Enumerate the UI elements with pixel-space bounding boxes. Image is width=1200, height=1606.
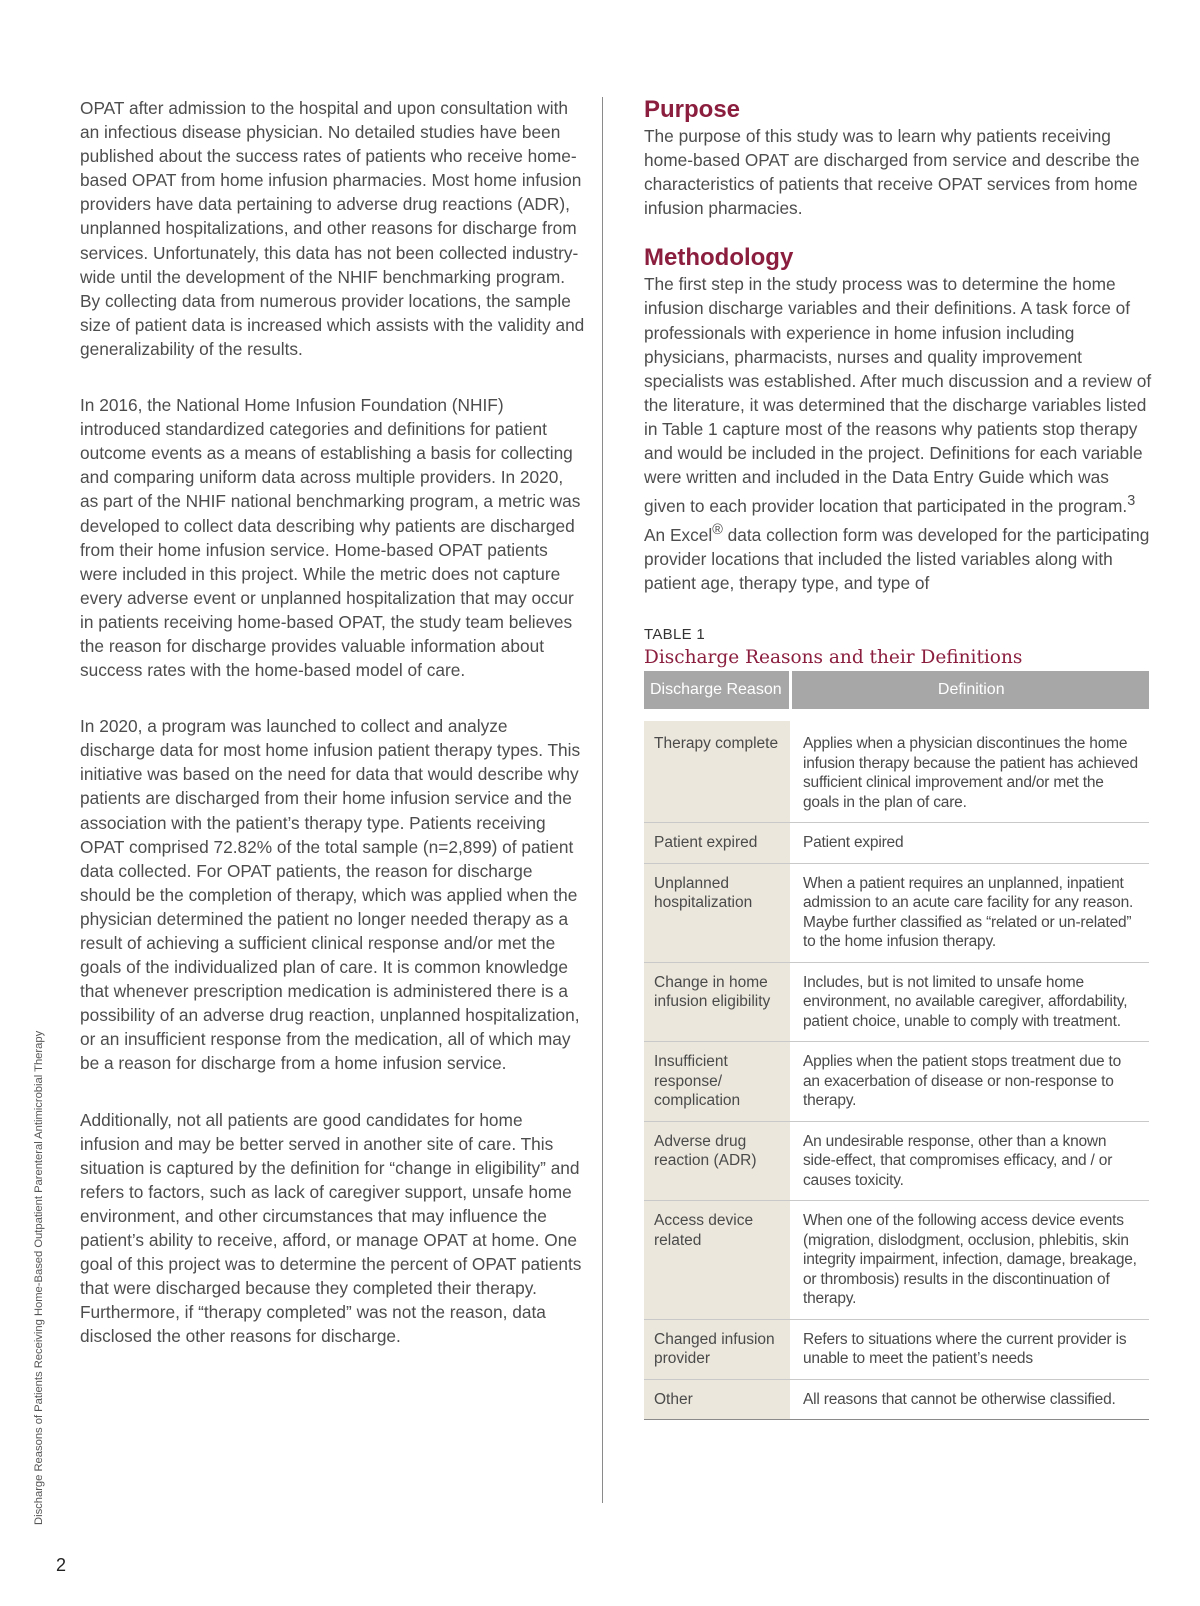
reason-cell: Other [644,1379,790,1420]
table-row [644,962,1149,1042]
reason-cell: Change in home infusion eligibility [644,962,790,1042]
right-column [644,96,1154,1420]
body-paragraph-1: OPAT after admission to the hospital and upon consultation with an infectious disease physician. No detailed studies have been published about the success rates of patients who receive home-based OPAT from home infusion pharmacies. Most home infusion providers have data pertaining to adverse drug reactions (ADR), unplanned hospitalizations, and other reasons for discharge from services. Unfortunately, this data has not been collected industry-wide until the development of the NHIF benchmarking program. By collecting data from numerous provider locations, the sample size of patient data is increased which assists with the validity and generalizability of the results. [80,98,585,359]
reason-cell: Insufficient response/ complication [644,1042,790,1122]
table-title: Discharge Reasons and their Definitions [644,647,1023,669]
table-row [644,863,1149,962]
definition-cell: Applies when the patient stops treatment due to an exacerbation of disease or non-response to therapy. [790,1042,1149,1122]
body-paragraph-3: In 2020, a program was launched to collect and analyze discharge data for most home infusion patient therapy types. This initiative was based on the need for data that would describe why patients are discharged from their home infusion service and the association with the patient’s therapy type. Patients receiving OPAT comprised 72.82% of the total sample (n=2,899) of patient data collected. For OPAT patients, the reason for discharge should be the completion of therapy, which was applied when the physician determined the patient no longer needed therapy as a result of achieving a sufficient clinical response and/or met the goals of the individualized plan of care. It is common knowledge that whenever prescription medication is administered there is a possibility of an adverse drug reaction, unplanned hospitalization, or an insufficient response from the medication, all of which may be a reason for discharge from a home infusion service. [80,716,581,1074]
definition-cell: An undesirable response, other than a known side-effect, that compromises efficacy, and / or causes toxicity. [790,1121,1149,1201]
methodology-text-part2: data collection form was developed for the participating provider locations that included the listed variables along with patient age, therapy type, and type of [644,524,1150,594]
purpose-heading: Purpose [644,96,741,123]
running-title: Discharge Reasons of Patients Receiving Home-Based Outpatient Parenteral Antimicrobial Therapy [33,1030,45,1525]
table-row [644,1379,1149,1420]
methodology-heading: Methodology [644,244,794,272]
reason-cell: Access device related [644,1201,790,1320]
reason-cell: Therapy complete [644,721,790,823]
table-row [644,1121,1149,1201]
table-row [644,721,1149,823]
methodology-text [644,272,1154,595]
column-divider [602,97,603,1503]
table-header-row [644,671,1149,709]
definition-cell: Patient expired [790,823,1149,864]
reason-cell: Unplanned hospitalization [644,863,790,962]
table-row [644,1042,1149,1122]
discharge-reasons-table [644,671,1149,1420]
reference-3: 3 [1127,493,1136,510]
definition-cell: Includes, but is not limited to unsafe home environment, no available caregiver, affordability, patient choice, unable to comply with treatment. [790,962,1149,1042]
definition-cell: All reasons that cannot be otherwise classified. [790,1379,1149,1420]
page-number: 2 [56,1555,67,1575]
header-definition: Definition [790,671,1149,709]
reason-cell: Adverse drug reaction (ADR) [644,1121,790,1201]
table-row [644,1319,1149,1379]
header-discharge-reason: Discharge Reason [644,671,790,709]
purpose-text: The purpose of this study was to learn why patients receiving home-based OPAT are discharged from service and describe the characteristics of patients that receive OPAT services from home infusion pharmacies. [644,126,1140,219]
table-row [644,1201,1149,1320]
methodology-text-excel: An Excel [644,524,713,545]
definition-cell: Applies when a physician discontinues the home infusion therapy because the patient has achieved sufficient clinical improvement and/or met the goals in the plan of care. [790,721,1149,823]
table-row [644,823,1149,864]
table-spacer [644,709,1149,721]
definition-cell: Refers to situations where the current provider is unable to meet the patient’s needs [790,1319,1149,1379]
definition-cell: When one of the following access device events (migration, dislodgment, occlusion, phlebitis, skin integrity impairment, infection, damage, breakage, or thrombosis) results in the discontinuation of therapy. [790,1201,1149,1320]
definition-cell: When a patient requires an unplanned, inpatient admission to an acute care facility for any reason. Maybe further classified as “related or un-related” to the home infusion therapy. [790,863,1149,962]
left-column [80,96,586,1381]
body-paragraph-4: Additionally, not all patients are good candidates for home infusion and may be better served in another site of care. This situation is captured by the definition for “change in eligibility” and refers to factors, such as lack of caregiver support, unsafe home environment, and other circumstances that may influence the patient’s ability to receive, afford, or manage OPAT at home. One goal of this project was to determine the percent of OPAT patients that were discharged because they completed their therapy. Furthermore, if “therapy completed” was not the reason, data disclosed the other reasons for discharge. [80,1109,582,1347]
reason-cell: Changed infusion provider [644,1319,790,1379]
methodology-text-part1: The first step in the study process was to determine the home infusion discharge variables and their definitions. A task force of professionals with experience in home infusion including physicians, pharmacists, nurses and quality improvement specialists was established. After much discussion and a review of the literature, it was determined that the discharge variables listed in Table 1 capture most of the reasons why patients stop therapy and would be included in the project. Definitions for each variable were written and included in the Data Entry Guide which was given to each provider location that participated in the program. [644,274,1152,516]
body-paragraph-2: In 2016, the National Home Infusion Foundation (NHIF) introduced standardized categories and definitions for patient outcome events as a means of establishing a basis for collecting and comparing uniform data across multiple providers. In 2020, as part of the NHIF national benchmarking program, a metric was developed to collect data describing why patients are discharged from their home infusion service. Home-based OPAT patients were included in this project. While the metric does not capture every adverse event or unplanned hospitalization that may occur in patients receiving home-based OPAT, the study team believes the reason for discharge provides valuable information about success rates with the home-based model of care. [80,395,581,681]
reason-cell: Patient expired [644,823,790,864]
table-label: TABLE 1 [644,626,706,644]
registered-mark: ® [712,522,723,539]
